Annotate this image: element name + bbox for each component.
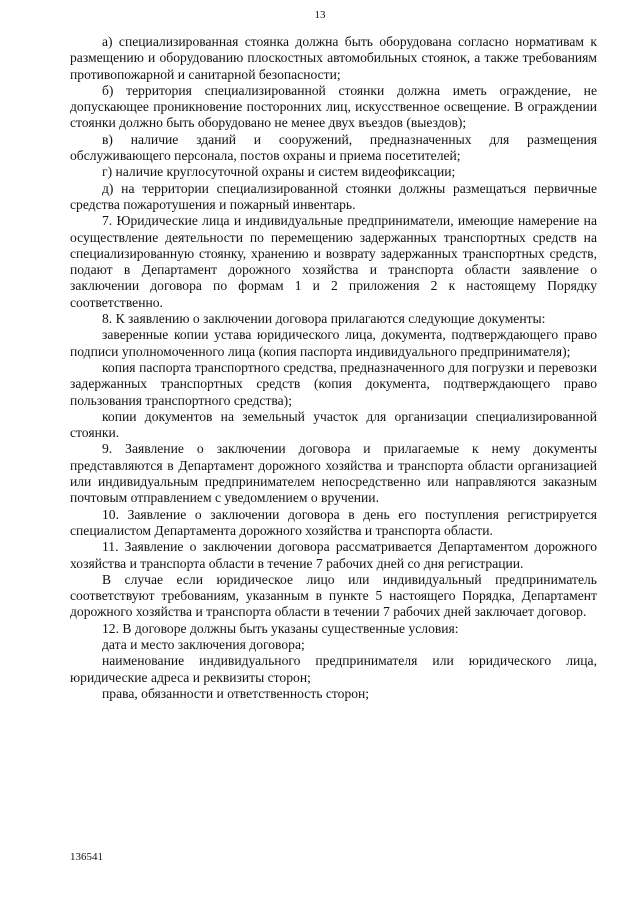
- paragraph-12-item-3: права, обязанности и ответственность сторон;: [102, 685, 370, 701]
- paragraph-8-item-1: заверенные копии устава юридического лица, документа, подтверждающего право подписи уполномоченного лица (копия паспорта индивидуального предпринимателя);: [70, 327, 597, 359]
- paragraph-6d: д) на территории специализированной стоянки должны размещаться первичные средства пожаротушения и пожарный инвентарь.: [70, 180, 597, 212]
- paragraph-8-item-2: копия паспорта транспортного средства, предназначенного для погрузки и перевозки задержанных транспортных средств (копия документа, подтверждающего право пользования транспортного средства);: [70, 359, 597, 408]
- paragraph-6v: в) наличие зданий и сооружений, предназначенных для размещения обслуживающего персонала, постов охраны и приема посетителей;: [70, 131, 597, 164]
- paragraph-11-continued: В случае если юридическое лицо или индивидуальный предприниматель соответствуют требованиям, указанным в пункте 5 настоящего Порядка, Департамент дорожного хозяйства и транспорта области в течении 7 рабочих дней заключает договор.: [70, 571, 597, 620]
- paragraph-7: 7. Юридические лица и индивидуальные предприниматели, имеющие намерение на осуществление деятельности по перемещению задержанных транспортных средств на специализированную стоянку, хранению и возврату задержанных транспортных средств, подают в Департамент дорожного хозяйства и транспорта области заявление о заключении договора по формам 1 и 2 приложения 2 к настоящему Порядку соответственно.: [70, 213, 597, 310]
- paragraph-8-item-3: копии документов на земельный участок для организации специализированной стоянки.: [70, 408, 597, 441]
- page-number: 13: [314, 9, 326, 21]
- paragraph-12-item-1: дата и место заключения договора;: [102, 636, 305, 652]
- paragraph-6g: г) наличие круглосуточной охраны и систем видеофиксации;: [102, 164, 456, 180]
- paragraph-6a: а) специализированная стоянка должна быть оборудована согласно нормативам к размещению и оборудованию плоскостных автомобильных стоянок, а также требованиям противопожарной и санитарной безопасности;: [70, 34, 597, 82]
- paragraph-11: 11. Заявление о заключении договора рассматривается Департаментом дорожного хозяйства и транспорта области в течение 7 рабочих дней со дня регистрации.: [70, 539, 597, 571]
- paragraph-8: 8. К заявлению о заключении договора прилагаются следующие документы:: [102, 311, 546, 327]
- paragraph-12: 12. В договоре должны быть указаны существенные условия:: [102, 620, 459, 636]
- paragraph-12-item-2: наименование индивидуального предпринимателя или юридического лица, юридические адреса и реквизиты сторон;: [70, 653, 597, 685]
- paragraph-10: 10. Заявление о заключении договора в день его поступления регистрируется специалистом Департамента дорожного хозяйства и транспорта области.: [70, 506, 597, 538]
- paragraph-9: 9. Заявление о заключении договора и прилагаемые к нему документы представляются в Департамент дорожного хозяйства и транспорта области организацией или индивидуальным предпринимателем непосредственно или направляются заказным почтовым отправлением с уведомлением о вручении.: [70, 441, 597, 506]
- paragraph-6b: б) территория специализированной стоянки должна иметь ограждение, не допускающее проникновение посторонних лиц, искусственное освещение. В ограждении стоянки должно быть оборудовано не менее двух въездов (выездов);: [70, 82, 597, 131]
- document-body: [70, 34, 597, 702]
- document-code: 136541: [70, 851, 103, 863]
